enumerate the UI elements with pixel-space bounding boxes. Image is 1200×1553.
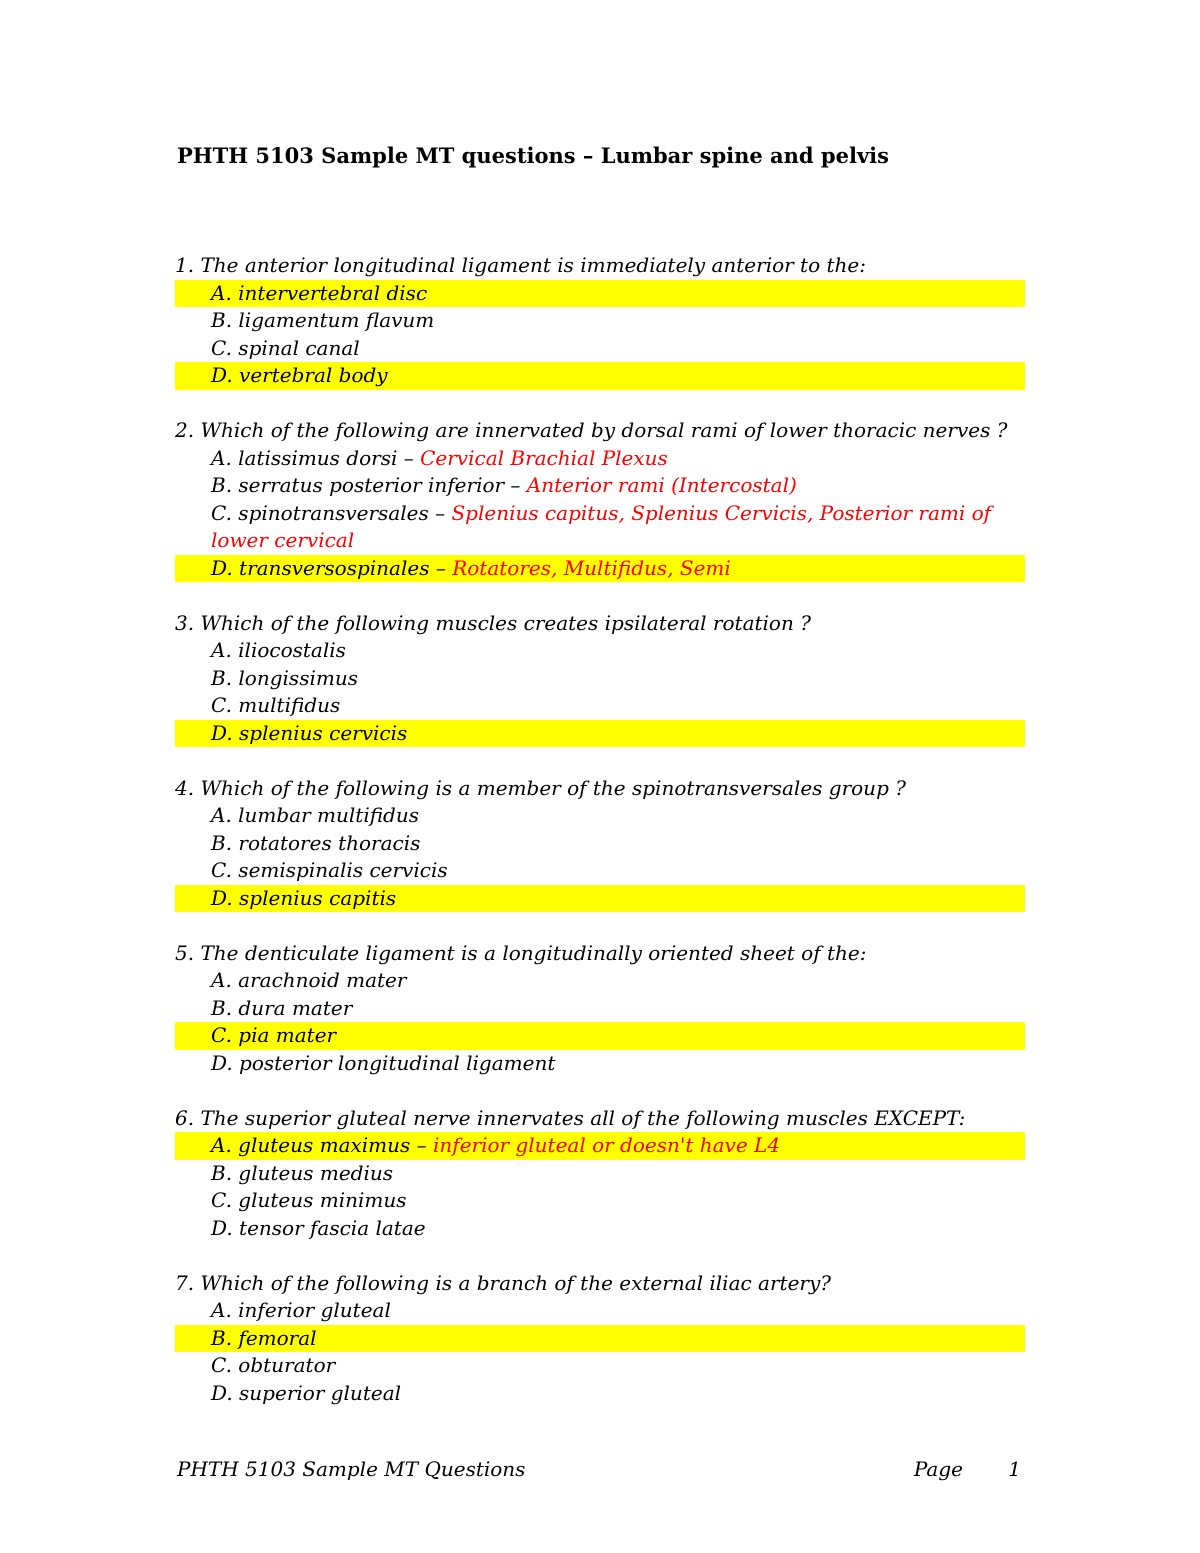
answer-option-highlighted: [175, 362, 1025, 390]
answer-option-highlighted: [175, 1325, 1025, 1353]
answer-option: [175, 1187, 1025, 1215]
question-7: [175, 1270, 1025, 1408]
footer-page-number: 1: [1008, 1457, 1021, 1481]
answer-option: [175, 307, 1025, 335]
option-text: D. splenius capitis: [211, 885, 397, 910]
option-text: A. lumbar multifidus: [211, 803, 420, 827]
option-annotation: inferior gluteal or doesn't have L4: [433, 1133, 781, 1157]
option-text: B. dura mater: [211, 995, 353, 1020]
option-text: C. obturator: [211, 1353, 336, 1377]
question-6: [175, 1105, 1025, 1243]
option-text: C. multifidus: [211, 693, 341, 717]
option-text: A. intervertebral disc: [211, 280, 428, 305]
option-text: C. spinotransversales –: [211, 500, 452, 525]
answer-option: [175, 692, 1025, 720]
option-text: B. femoral: [211, 1325, 317, 1350]
option-text: D. splenius cervicis: [211, 720, 408, 745]
answer-option: [175, 472, 1025, 500]
question-5: [175, 940, 1025, 1078]
question-stem: 1. The anterior longitudinal ligament is immediately anterior to the:: [175, 253, 866, 277]
question-stem: 6. The superior gluteal nerve innervates all of the following muscles EXCEPT:: [175, 1105, 966, 1130]
question-stem: 5. The denticulate ligament is a longitudinally oriented sheet of the:: [175, 940, 867, 965]
answer-option-highlighted: [175, 1132, 1025, 1160]
question-list: [175, 252, 1025, 1435]
answer-option: [175, 637, 1025, 665]
option-text: C. pia mater: [211, 1023, 337, 1047]
question-stem: 3. Which of the following muscles creates ipsilateral rotation ?: [175, 610, 811, 635]
option-text: A. iliocostalis: [211, 638, 346, 662]
option-annotation: Anterior rami (Intercostal): [526, 473, 797, 497]
answer-option: [175, 830, 1025, 858]
answer-option: [175, 1160, 1025, 1188]
option-text: B. gluteus medius: [211, 1160, 394, 1185]
option-text: B. rotatores thoracis: [211, 830, 421, 855]
option-text: A. inferior gluteal: [211, 1298, 391, 1322]
answer-option-highlighted: [175, 280, 1025, 308]
answer-option: [175, 857, 1025, 885]
option-annotation: Cervical Brachial Plexus: [420, 445, 668, 470]
option-text: A. gluteus maximus –: [211, 1133, 434, 1157]
option-text: D. tensor fascia latae: [211, 1215, 426, 1240]
option-text: C. gluteus minimus: [211, 1188, 407, 1212]
question-stem: 4. Which of the following is a member of the spinotransversales group ?: [175, 775, 906, 800]
option-text: D. posterior longitudinal ligament: [211, 1050, 556, 1075]
question-1: [175, 252, 1025, 390]
option-text: B. serratus posterior inferior –: [211, 473, 527, 497]
option-text: C. spinal canal: [211, 335, 360, 360]
answer-option-highlighted: [175, 1022, 1025, 1050]
option-text: C. semispinalis cervicis: [211, 858, 448, 882]
answer-option: [175, 1215, 1025, 1243]
page-title: PHTH 5103 Sample MT questions – Lumbar spine and pelvis: [177, 143, 889, 168]
answer-option: [175, 500, 1025, 555]
footer-page-label: Page: [913, 1457, 963, 1481]
question-2: [175, 417, 1025, 582]
answer-option: [175, 1352, 1025, 1380]
option-text: A. latissimus dorsi –: [211, 445, 421, 470]
option-text: A. arachnoid mater: [211, 968, 407, 992]
option-text: D. superior gluteal: [211, 1380, 402, 1405]
question-3: [175, 610, 1025, 748]
option-text: D. transversospinales –: [211, 555, 453, 580]
answer-option: [175, 802, 1025, 830]
answer-option-highlighted: [175, 720, 1025, 748]
option-annotation: Rotatores, Multifidus, Semi: [452, 555, 731, 580]
question-4: [175, 775, 1025, 913]
option-text: B. ligamentum flavum: [211, 308, 435, 332]
option-text: B. longissimus: [211, 665, 358, 690]
answer-option-highlighted: [175, 885, 1025, 913]
question-stem: 7. Which of the following is a branch of the external iliac artery?: [175, 1270, 831, 1295]
answer-option: [175, 967, 1025, 995]
answer-option: [175, 665, 1025, 693]
answer-option: [175, 1380, 1025, 1408]
answer-option: [175, 1050, 1025, 1078]
option-text: D. vertebral body: [211, 363, 388, 387]
answer-option: [175, 335, 1025, 363]
footer-doc-title: PHTH 5103 Sample MT Questions: [177, 1457, 526, 1481]
answer-option: [175, 1297, 1025, 1325]
option-annotation: Splenius capitus, Splenius Cervicis, Posterior rami of lower cervical: [211, 500, 992, 552]
answer-option-highlighted: [175, 555, 1025, 583]
answer-option: [175, 995, 1025, 1023]
answer-option: [175, 445, 1025, 473]
question-stem: 2. Which of the following are innervated by dorsal rami of lower thoracic nerves ?: [175, 418, 1008, 442]
